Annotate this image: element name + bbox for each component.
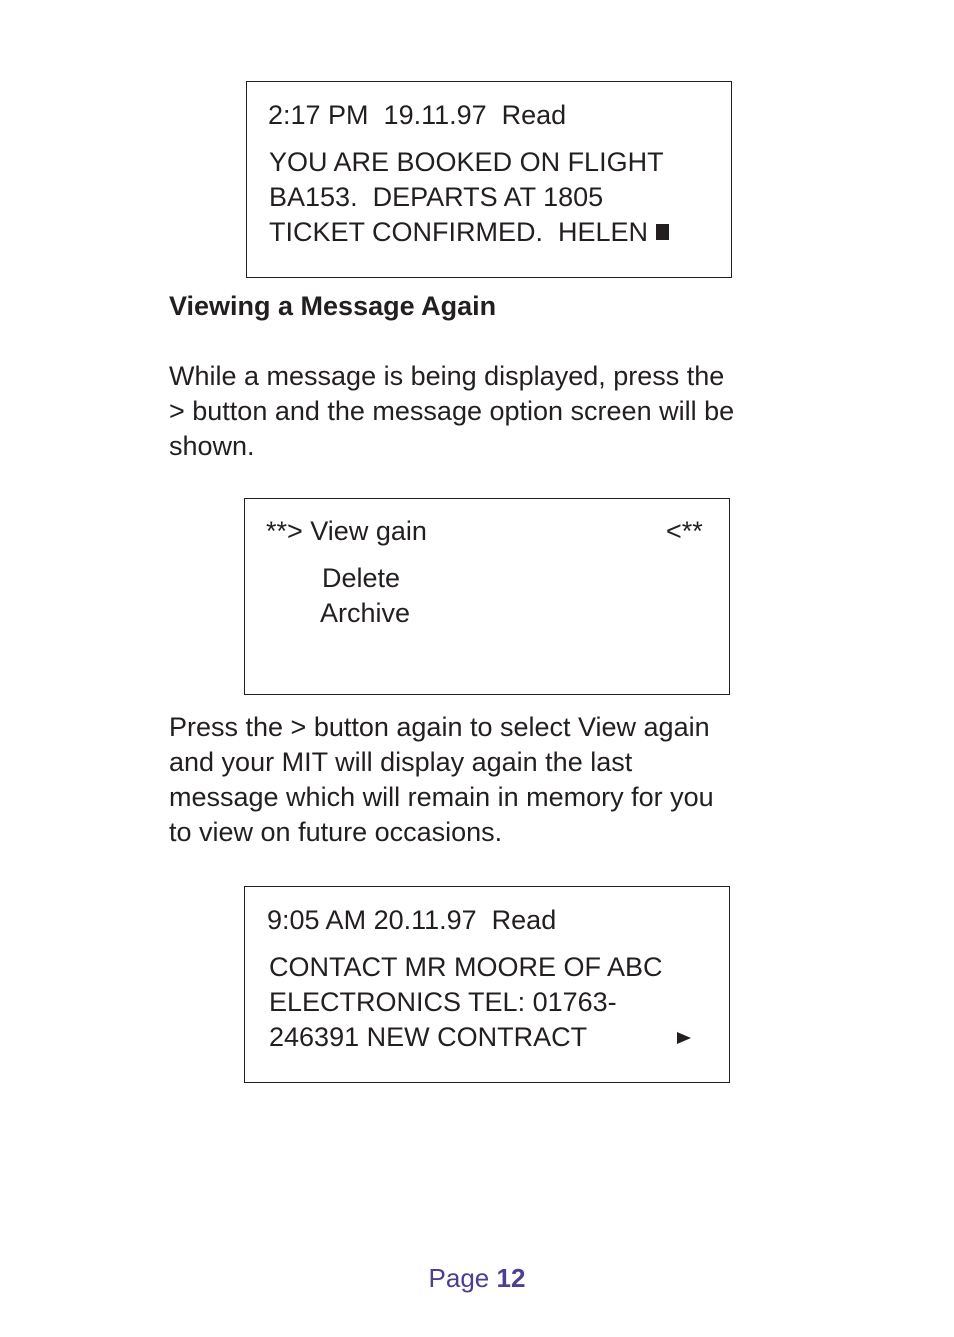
message-header: 9:05 AM 20.11.97 Read	[267, 905, 557, 935]
instruction-paragraph-1	[169, 359, 809, 464]
page-number: 12	[496, 1263, 526, 1293]
paragraph-line: and your MIT will display again the last	[169, 747, 633, 777]
paragraph-line: > button and the message option screen will be	[169, 396, 735, 426]
arrow-right-icon	[677, 1032, 691, 1044]
instruction-paragraph-2	[169, 710, 809, 850]
option-screen	[244, 498, 730, 695]
option-archive: Archive	[320, 598, 411, 628]
page-label: Page	[428, 1263, 490, 1293]
paragraph-line: shown.	[169, 431, 255, 461]
message-line	[269, 215, 669, 250]
paragraph-line: message which will remain in memory for you	[169, 782, 714, 812]
message-line-text: TICKET CONFIRMED. HELEN	[269, 217, 649, 247]
paragraph-line: Press the > button again to select View again	[169, 712, 710, 742]
message-line: ELECTRONICS TEL: 01763-	[269, 987, 617, 1017]
message-screen-2	[244, 886, 730, 1083]
selected-option-view-again: **> View gain	[266, 516, 427, 546]
paragraph-line: to view on future occasions.	[169, 817, 503, 847]
block-cursor-icon	[656, 224, 669, 240]
message-header: 2:17 PM 19.11.97 Read	[268, 100, 567, 130]
message-line: 246391 NEW CONTRACT	[269, 1022, 588, 1052]
message-line: BA153. DEPARTS AT 1805	[269, 182, 604, 212]
selection-marker-right: <**	[666, 516, 703, 546]
message-line: YOU ARE BOOKED ON FLIGHT	[269, 147, 664, 177]
message-line: CONTACT MR MOORE OF ABC	[269, 952, 663, 982]
section-heading: Viewing a Message Again	[169, 291, 497, 321]
paragraph-line: While a message is being displayed, press the	[169, 361, 725, 391]
option-delete: Delete	[322, 563, 401, 593]
page-footer	[0, 1263, 954, 1294]
message-screen-1	[246, 81, 732, 278]
